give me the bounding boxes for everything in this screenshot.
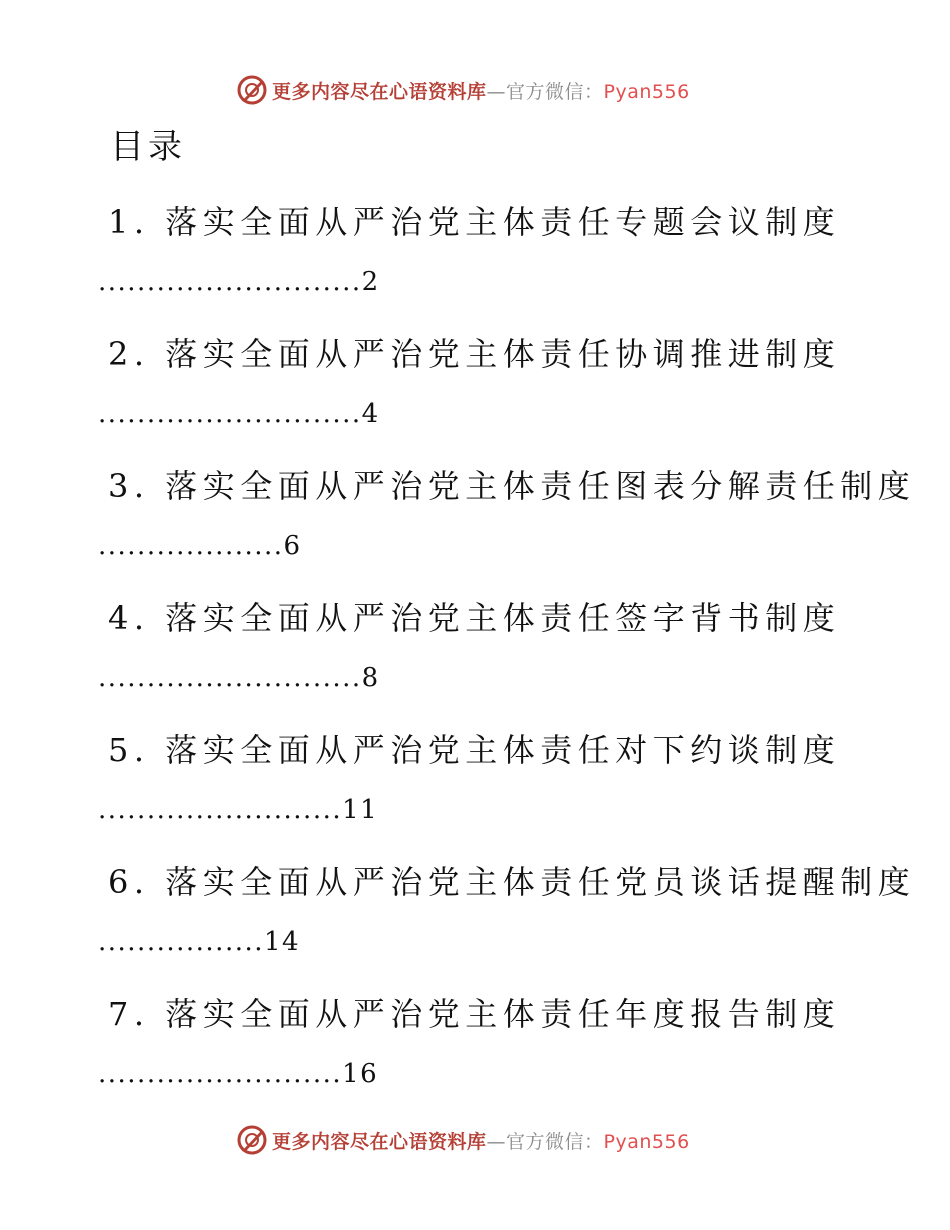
banner-contact-label: 官方微信：: [506, 80, 604, 103]
pen-logo-icon: [236, 74, 268, 106]
toc-entry-leader: ...........................8: [98, 663, 380, 693]
header-banner: [0, 70, 950, 110]
banner-main-text: 更多内容尽在心语资料库: [272, 1130, 487, 1153]
toc-entry-title[interactable]: 7. 落实全面从严治党主体责任年度报告制度: [108, 995, 841, 1033]
banner-wechat-id: Pyan556: [603, 1130, 690, 1153]
toc-title: 目录: [110, 127, 186, 167]
toc-entry-page: 2: [361, 267, 380, 297]
toc-entry-title[interactable]: 1. 落实全面从严治党主体责任专题会议制度: [108, 203, 841, 241]
toc-entry-title[interactable]: 2. 落实全面从严治党主体责任协调推进制度: [108, 335, 841, 373]
toc-entry-page: 8: [361, 663, 380, 693]
toc-entry-title[interactable]: 4. 落实全面从严治党主体责任签字背书制度: [108, 599, 841, 637]
banner-separator: —: [486, 1130, 507, 1153]
footer-banner: [0, 1120, 950, 1160]
toc-entry-page: 11: [342, 795, 379, 825]
toc-entry-leader: .........................11: [98, 795, 379, 825]
toc-entry-leader: ...........................2: [98, 267, 380, 297]
toc-entry-leader: .................14: [98, 927, 301, 957]
banner-main-text: 更多内容尽在心语资料库: [272, 80, 487, 103]
toc-entry-leader: .........................16: [98, 1059, 379, 1089]
header-banner-content: [236, 70, 690, 110]
banner-contact-label: 官方微信：: [506, 1130, 604, 1153]
toc-entry-page: 6: [283, 531, 302, 561]
banner-wechat-id: Pyan556: [603, 80, 690, 103]
banner-separator: —: [486, 80, 507, 103]
toc-entry-title[interactable]: 6. 落实全面从严治党主体责任党员谈话提醒制度: [108, 863, 916, 901]
toc-entry-page: 14: [264, 927, 301, 957]
pen-logo-icon: [236, 1124, 268, 1156]
toc-entry-page: 4: [361, 399, 380, 429]
toc-entry-leader: ...........................4: [98, 399, 380, 429]
toc-entry-leader: ...................6: [98, 531, 302, 561]
toc-entry-page: 16: [342, 1059, 379, 1089]
footer-banner-content: [236, 1120, 690, 1160]
toc-entry-title[interactable]: 3. 落实全面从严治党主体责任图表分解责任制度: [108, 467, 916, 505]
toc-entry-title[interactable]: 5. 落实全面从严治党主体责任对下约谈制度: [108, 731, 841, 769]
